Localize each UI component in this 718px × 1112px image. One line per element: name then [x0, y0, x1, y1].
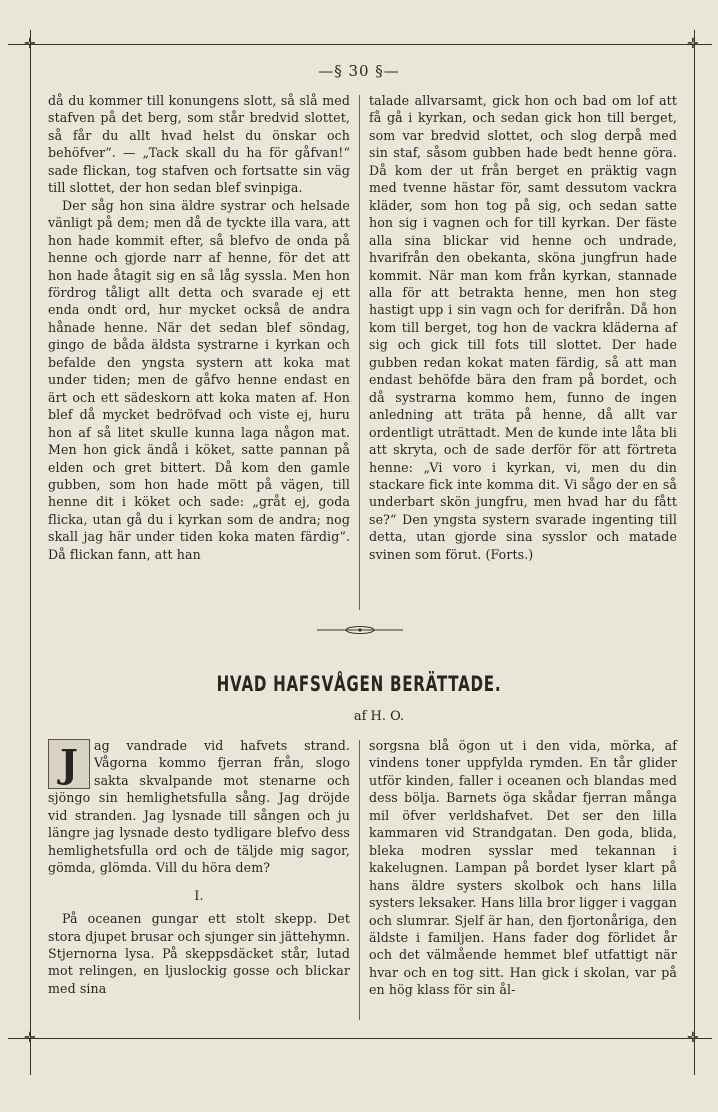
- frame-bottom-rule: [8, 1038, 712, 1039]
- article-byline: af H. O.: [353, 709, 405, 724]
- section-number: I.: [194, 887, 204, 903]
- corner-ornament-icon: ✛: [687, 1030, 699, 1046]
- paragraph: då du kommer till konungens slott, så slå med stafven på det berg, som står bredvid slottet, så får du allt hvad helst du önskar och behöfver“. — „Tack skall du ha för gåfvan!“ sade flickan, tog stafven och fortsatte sin väg till slottet, der hon sedan blef svinpiga.: [48, 93, 350, 196]
- column-divider: [359, 740, 360, 1020]
- story-continuation-left-column: [48, 92, 350, 563]
- corner-ornament-icon: ✛: [687, 36, 699, 52]
- intro-paragraph: [48, 737, 350, 877]
- section-divider-ornament-icon: [315, 625, 405, 635]
- intro-text: ag vandrade vid hafvets strand. Vågorna kommo fjerran från, slogo sakta skvalpande mot stenarne och sjöngo sin hemlighetsfulla sång. Jag dröjde vid stranden. Jag lysnade till sången och ju längre jag lysnade desto tydligare blefvo dess hemlighetsfulla ord och de täljde mig sagor, gömda, glömda. Vill du höra dem?: [48, 738, 350, 876]
- corner-ornament-icon: ✛: [24, 1030, 36, 1046]
- article-right-column: [369, 737, 677, 999]
- paragraph: talade allvarsamt, gick hon och bad om lof att få gå i kyrkan, och sedan gick hon till berget, som var bredvid slottet, och slog derpå med sin staf, såsom gubben hade bedt henne göra. Då kom der ut från berget en präktig vagn med tvenne hästar för, samt dessutom vackra kläder, som hon tog på sig, och sedan satte hon sig i vagnen och for till kyrkan. Der fäste alla sina blickar vid henne och undrade, hvarifrån den obekanta, sköna jungfrun hade kommit. När man kom från kyrkan, stannade alla för att betrakta henne, men hon steg hastigt upp i sin vagn och for derifrån. Då hon kom till berget, tog hon de vackra kläderna af sig och gick till fots till slottet. Der hade gubben redan kokat maten färdig, så att man endast behöfde bära den fram på bordet, och då systrarna kommo hem, funno de ingen anledning att träta på henne, då allt var ordentligt uträttadt. Men de kunde inte låta bli att skryta, och de sade derför för att förtreta henne: „Vi voro i kyrkan, vi, men du din stackare fick inte komma dit. Vi sågo der en så underbart skön jungfru, men hvad har du fått se?“ Den yngsta systern svarade ingenting till detta, utan gjorde sina sysslor och matade svinen som förut. (Forts.): [369, 93, 677, 562]
- article-title: HVAD HAFSVÅGEN BERÄTTADE.: [216, 672, 502, 696]
- frame-left-rule: [30, 30, 31, 1075]
- column-divider: [359, 95, 360, 610]
- article-left-column: [48, 737, 350, 997]
- story-continuation-right-column: [369, 92, 677, 563]
- page-number: —§ 30 §—: [318, 62, 400, 80]
- paragraph: På oceanen gungar ett stolt skepp. Det stora djupet brusar och sjunger sin jättehymn. Stjernorna lysa. På skeppsdäcket står, lutad mot relingen, en ljuslockig gosse och blickar med sina: [48, 911, 350, 996]
- frame-right-rule: [694, 30, 695, 1075]
- paragraph: Der såg hon sina äldre systrar och helsade vänligt på dem; men då de tyckte illa vara, att hon hade kommit efter, så blefvo de onda på henne och gjorde narr af henne, för det att hon hade åtagit sig en så låg syssla. Men hon fördrog tåligt allt detta och svarade ej ett enda ondt ord, hur mycket också de andra hånade henne. När det sedan blef söndag, gingo de båda äldsta systrarne i kyrkan och befalde den yngsta systern att koka mat under tiden; men de gåfvo henne endast en ärt och ett sädeskorn att koka maten af. Hon blef då mycket bedröfvad och viste ej, huru hon af så litet skulle kunna laga någon mat. Men hon gick ändå i köket, satte pannan på elden och gret bittert. Då kom den gamle gubben, som hon hade mött på vägen, till henne dit i köket och sade: „gråt ej, goda flicka, utan gå du i kyrkan som de andra; nog skall jag här under tiden koka maten färdig“. Då flickan fann, att han: [48, 197, 350, 562]
- paragraph: sorgsna blå ögon ut i den vida, mörka, af vindens toner uppfylda rymden. En tår glider utför kinden, faller i oceanen och blandas med dess bölja. Barnets öga skådar fjerran många mil öfver verldshafvet. Det ser den lilla kammaren vid Strandgatan. Den goda, blida, bleka modren sysslar med tekannan i kakelugnen. Lampan på bordet lyser klart på hans äldre systers skolbok och hans lilla systers leksaker. Hans lilla bror ligger i vaggan och slumrar. Sjelf är han, den fjortonåriga, den äldste i familjen. Hans fader dog förlidet år och det välmående hemmet blef utfattigt när hvar och en tog sitt. Han gick i skolan, var på en hög klass för sin ål-: [369, 738, 677, 998]
- drop-cap-letter: J: [48, 739, 90, 789]
- frame-top-rule: [8, 44, 712, 45]
- corner-ornament-icon: ✛: [24, 36, 36, 52]
